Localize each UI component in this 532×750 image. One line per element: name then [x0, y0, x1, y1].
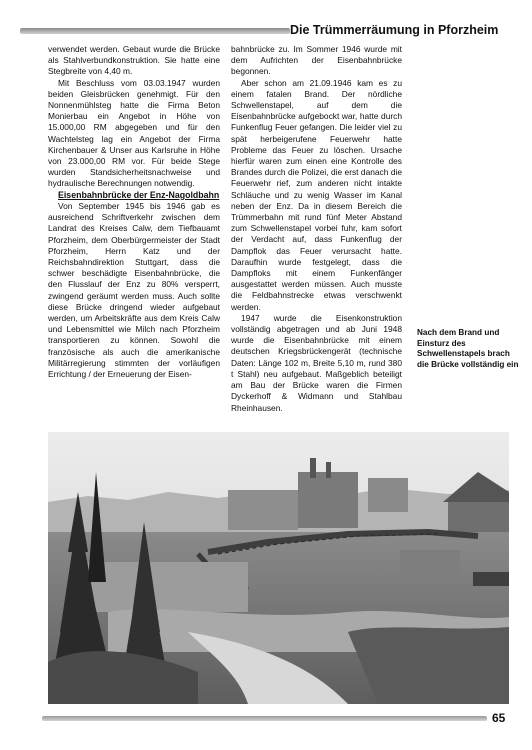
paragraph: Aber schon am 21.09.1946 kam es zu einem fatalen Brand. Der nördliche Schwellenstapel, auf dem die Eisenbahnbrücke aufgebockt war, hatte durch Funkenflug Feuer gefangen. Die leider viel zu spät herbeigerufene Feuerwehr hatte Probleme das Feuer zu löschen. Ursache hierfür waren zum einen eine Kontrolle des Brandes durch die Polizei, die erst danach die Feuerwehr rief, zum anderen nicht intakte Schläuche und zu wenig Wasser im Kanal neben der Enz. Da in diesem Bereich die Trümmerbahn mit rund fünf Meter Abstand zum Schwellenstapel vorbei fuhr, kam sofort der Verdacht auf, dass Funkenflug der Dampflok das Feuer verursacht hatte. Daraufhin wurde festgelegt, dass die Dampfloks mit einem Funkenfänger ausgestattet werden müssen. Auch musste die Feldbahnstrecke etwas verschwenkt werden.: [231, 77, 402, 312]
page-title: Die Trümmerräumung in Pforzheim: [290, 23, 499, 37]
paragraph: Mit Beschluss vom 03.03.1947 wurden beiden Gleisbrücken genehmigt. Für den Nonnenmühlsteg hatte die Firma Beton Monierbau ein Angebot in Höhe von 15.000,00 RM abgegeben und für den Wachtelsteg lag ein Angebot der Firma Kirchenbauer & Unser aus Karlsruhe in Höhe von 23.000,00 RM vor. Für beide Stege wurden Standsicherheitsnachweise und hydraulische Berechnungen notwendig.: [48, 77, 220, 189]
footer-rule: [42, 716, 487, 721]
middle-text-column: [231, 44, 402, 414]
page-number: 65: [492, 711, 506, 725]
photo-caption: Nach dem Brand und Einsturz des Schwellenstapels brach die Brücke vollständig ein: [417, 328, 519, 369]
header-rule: [20, 28, 290, 34]
paragraph: bahnbrücke zu. Im Sommer 1946 wurde mit dem Aufrichten der Eisenbahnbrücke begonnen.: [231, 44, 402, 77]
section-heading: Eisenbahnbrücke der Enz-Nagoldbahn: [58, 189, 220, 200]
collapsed-bridge-photo: [48, 432, 509, 704]
left-text-column: [48, 44, 220, 380]
paragraph: verwendet werden. Gebaut wurde die Brücke als Stahlverbundkonstruktion. Sie hatte eine Stegbreite von 4,40 m.: [48, 44, 220, 77]
paragraph: Von September 1945 bis 1946 gab es ausreichend Schriftverkehr zwischen dem Landrat des Kreises Calw, dem Tiefbauamt Pforzheim, dem Oberbürgermeister der Stadt Pforzheim, Herrn Katz und der Reichsbahndirektion Stuttgart, dass die schwer beschädigte Eisenbahnbrücke, die den Flusslauf der Enz zu 80% versperrt, zwingend geräumt werden muss. Auch sollte diese Brücke dringend wieder aufgebaut werden, um Arbeitskräfte aus dem Kreis Calw und Lebensmittel wie Milch nach Pforzheim transportieren zu können. Sowohl die französische als auch die amerikanische Militärregierung stimmten der vorläufigen Errichtung / der Erneuerung der Eisen-: [48, 201, 220, 380]
paragraph: 1947 wurde die Eisenkonstruktion vollständig abgetragen und ab Juni 1948 wurde die Eisenbahnbrücke mit einem deutschen Kriegsbrückengerät (technische Daten: Länge 102 m, Breite 5,10 m, rund 380 t Stahl) neu aufgebaut. Maßgeblich beteiligt am Bau der Brücke waren die Firmen Dyckerhoff & Widmann und Stahlbau Rheinhausen.: [231, 312, 402, 413]
